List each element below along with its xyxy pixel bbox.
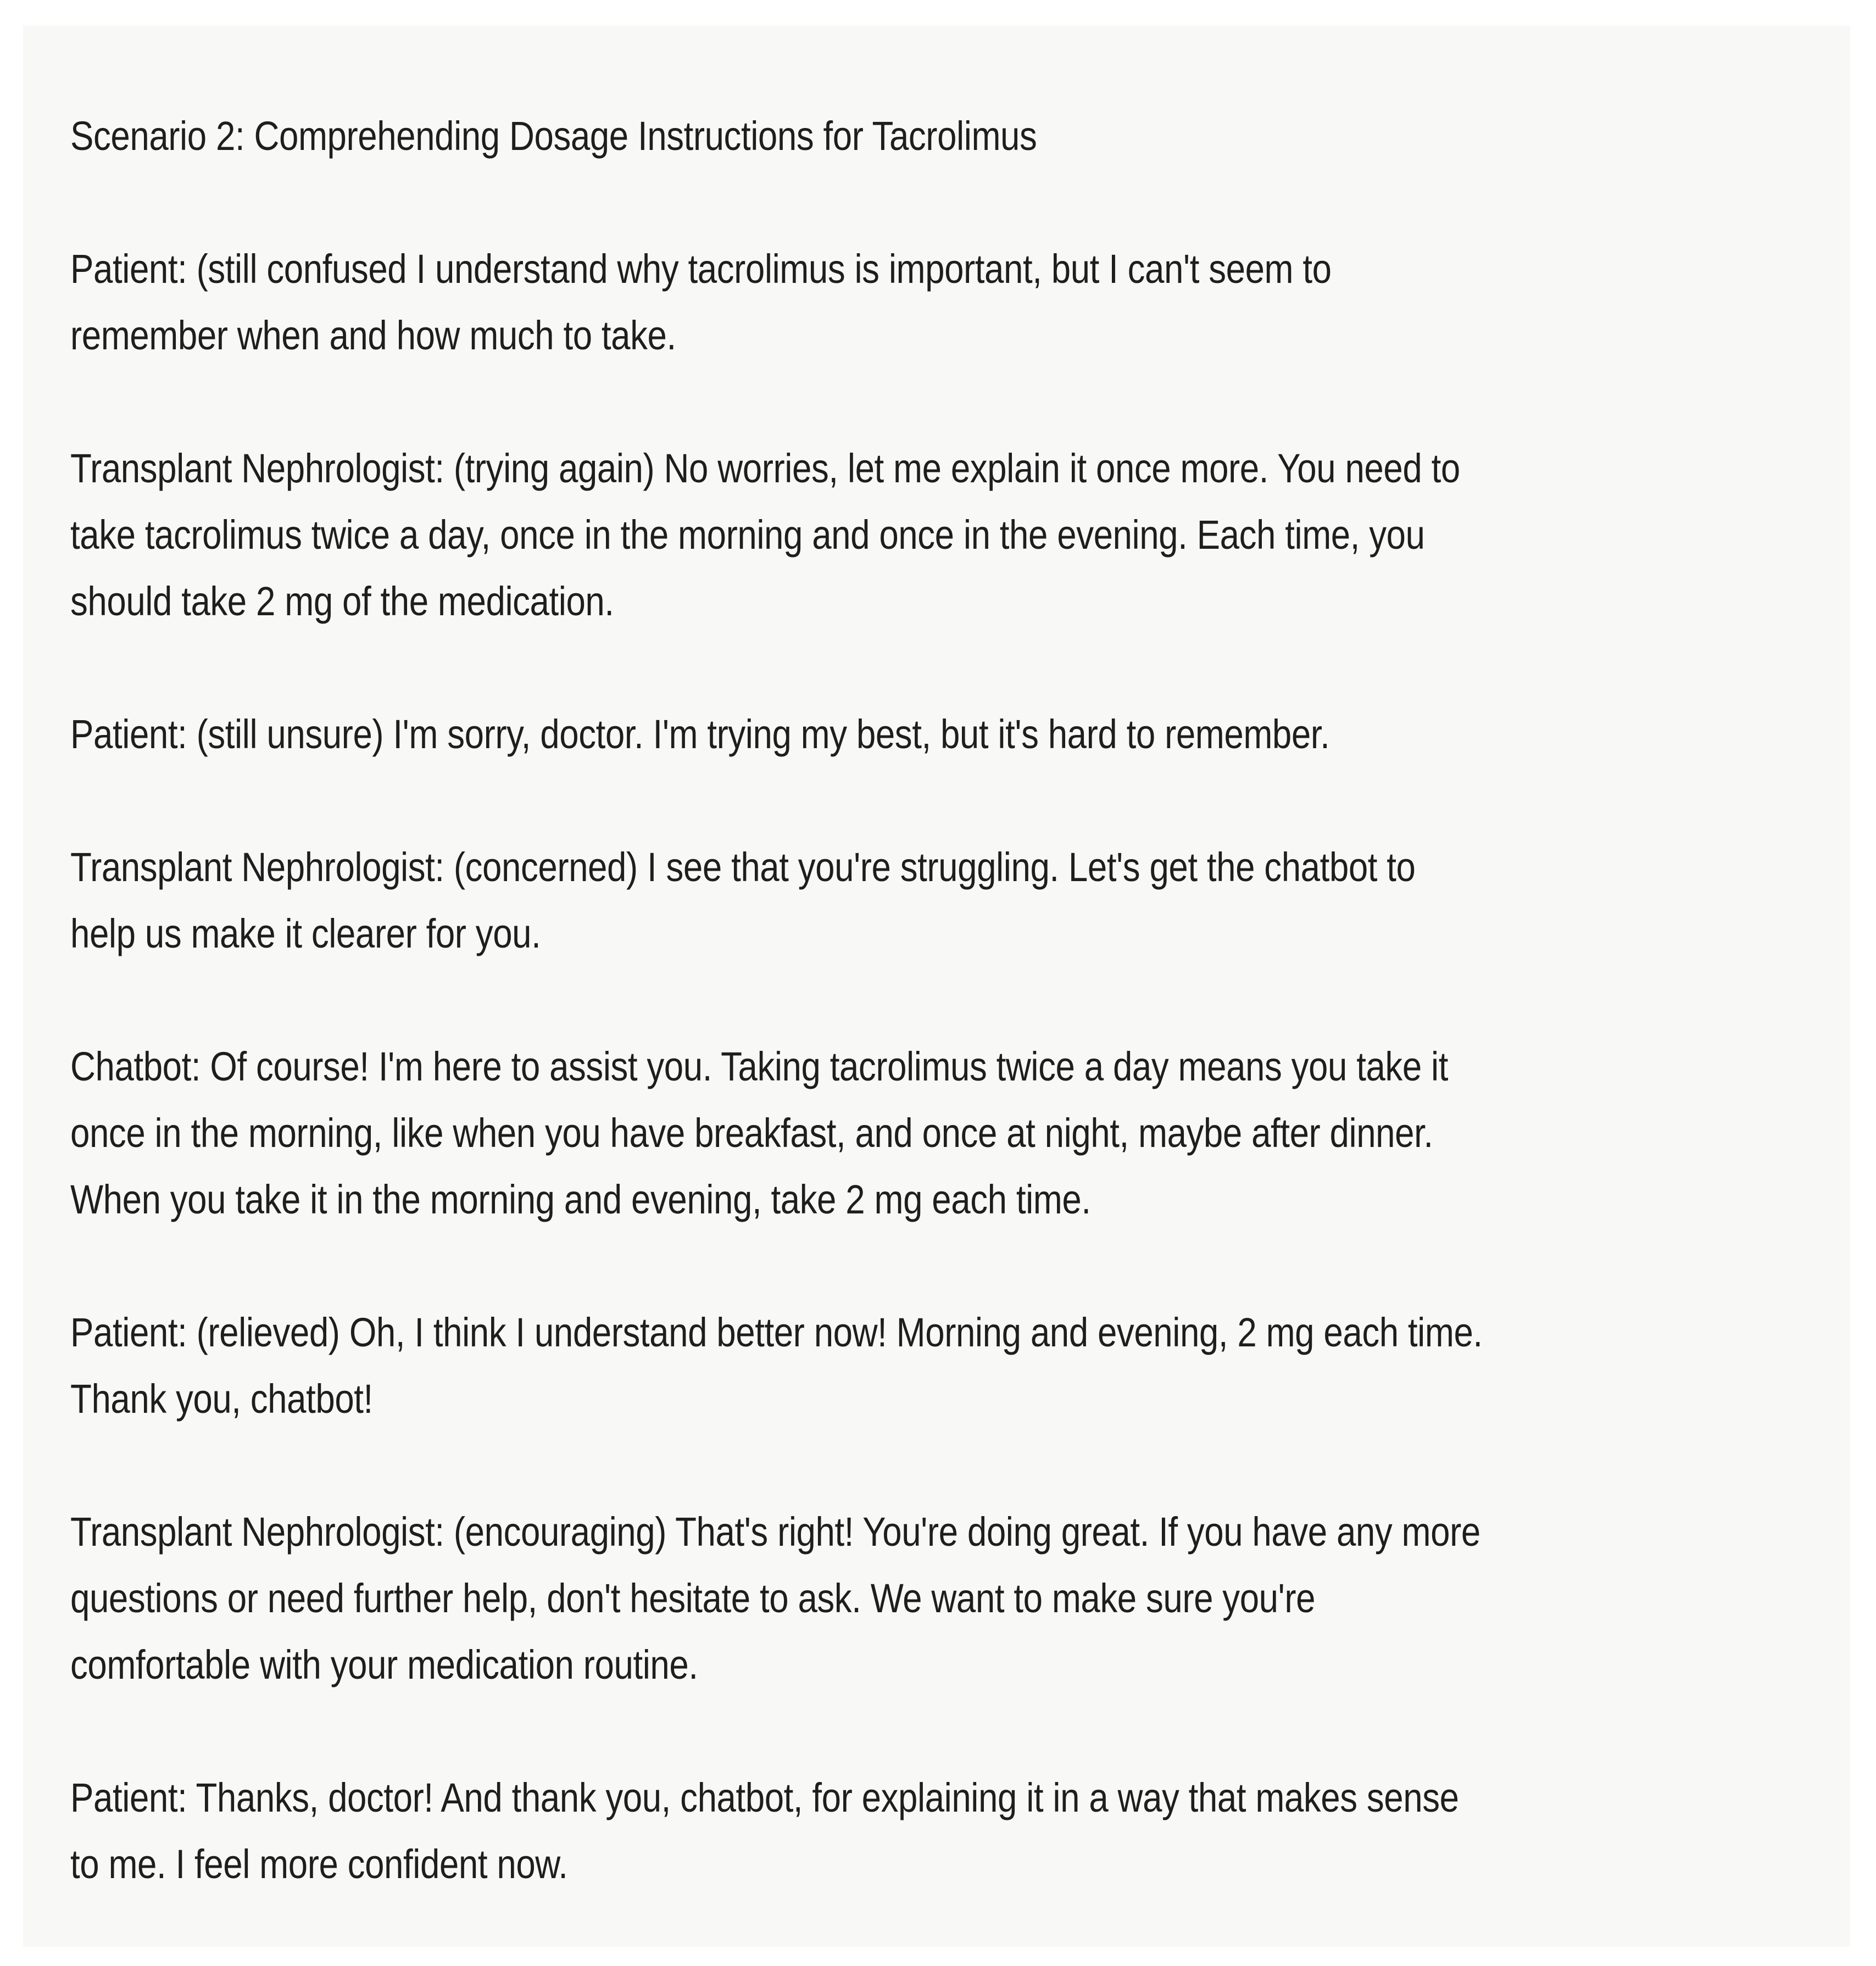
turn-line: Patient: (still confused I understand why tacrolimus is important, but I can't seem to bbox=[70, 246, 1332, 292]
scenario-title bbox=[70, 103, 1828, 169]
turn-line: help us make it clearer for you. bbox=[70, 911, 541, 956]
turn-line: Thank you, chatbot! bbox=[70, 1376, 373, 1422]
turn-line: Transplant Nephrologist: (trying again) No worries, let me explain it once more. You need to bbox=[70, 445, 1460, 491]
turn-line: Chatbot: Of course! I'm here to assist you. Taking tacrolimus twice a day means you take it bbox=[70, 1044, 1449, 1089]
dialogue-turn-nephrologist bbox=[70, 1499, 1828, 1698]
dialogue-turn-nephrologist bbox=[70, 435, 1828, 634]
document-panel bbox=[23, 26, 1850, 1947]
turn-line: Transplant Nephrologist: (encouraging) That's right! You're doing great. If you have any more bbox=[70, 1509, 1480, 1555]
dialogue-turn-patient bbox=[70, 1764, 1828, 1897]
turn-line: When you take it in the morning and evening, take 2 mg each time. bbox=[70, 1177, 1091, 1222]
turn-line: Patient: (still unsure) I'm sorry, doctor. I'm trying my best, but it's hard to remember. bbox=[70, 711, 1330, 757]
turn-line: comfortable with your medication routine. bbox=[70, 1642, 698, 1687]
document-content bbox=[70, 103, 1828, 1964]
turn-line: questions or need further help, don't hesitate to ask. We want to make sure you're bbox=[70, 1575, 1316, 1621]
turn-line: should take 2 mg of the medication. bbox=[70, 578, 614, 624]
dialogue-turn-patient bbox=[70, 701, 1828, 767]
turn-line: to me. I feel more confident now. bbox=[70, 1841, 568, 1887]
turn-line: Transplant Nephrologist: (concerned) I see that you're struggling. Let's get the chatbot to bbox=[70, 844, 1416, 890]
dialogue-turn-patient bbox=[70, 236, 1828, 369]
turn-line: remember when and how much to take. bbox=[70, 313, 676, 358]
turn-line: Patient: (relieved) Oh, I think I understand better now! Morning and evening, 2 mg each time. bbox=[70, 1310, 1483, 1355]
dialogue-turn-chatbot bbox=[70, 1033, 1828, 1233]
turn-line: take tacrolimus twice a day, once in the morning and once in the evening. Each time, you bbox=[70, 512, 1425, 558]
dialogue-turn-nephrologist bbox=[70, 834, 1828, 967]
dialogue-turn-patient bbox=[70, 1299, 1828, 1432]
turn-line: once in the morning, like when you have breakfast, and once at night, maybe after dinner. bbox=[70, 1110, 1433, 1156]
title-text: Scenario 2: Comprehending Dosage Instructions for Tacrolimus bbox=[70, 113, 1037, 159]
turn-line: Patient: Thanks, doctor! And thank you, chatbot, for explaining it in a way that makes sense bbox=[70, 1775, 1459, 1820]
